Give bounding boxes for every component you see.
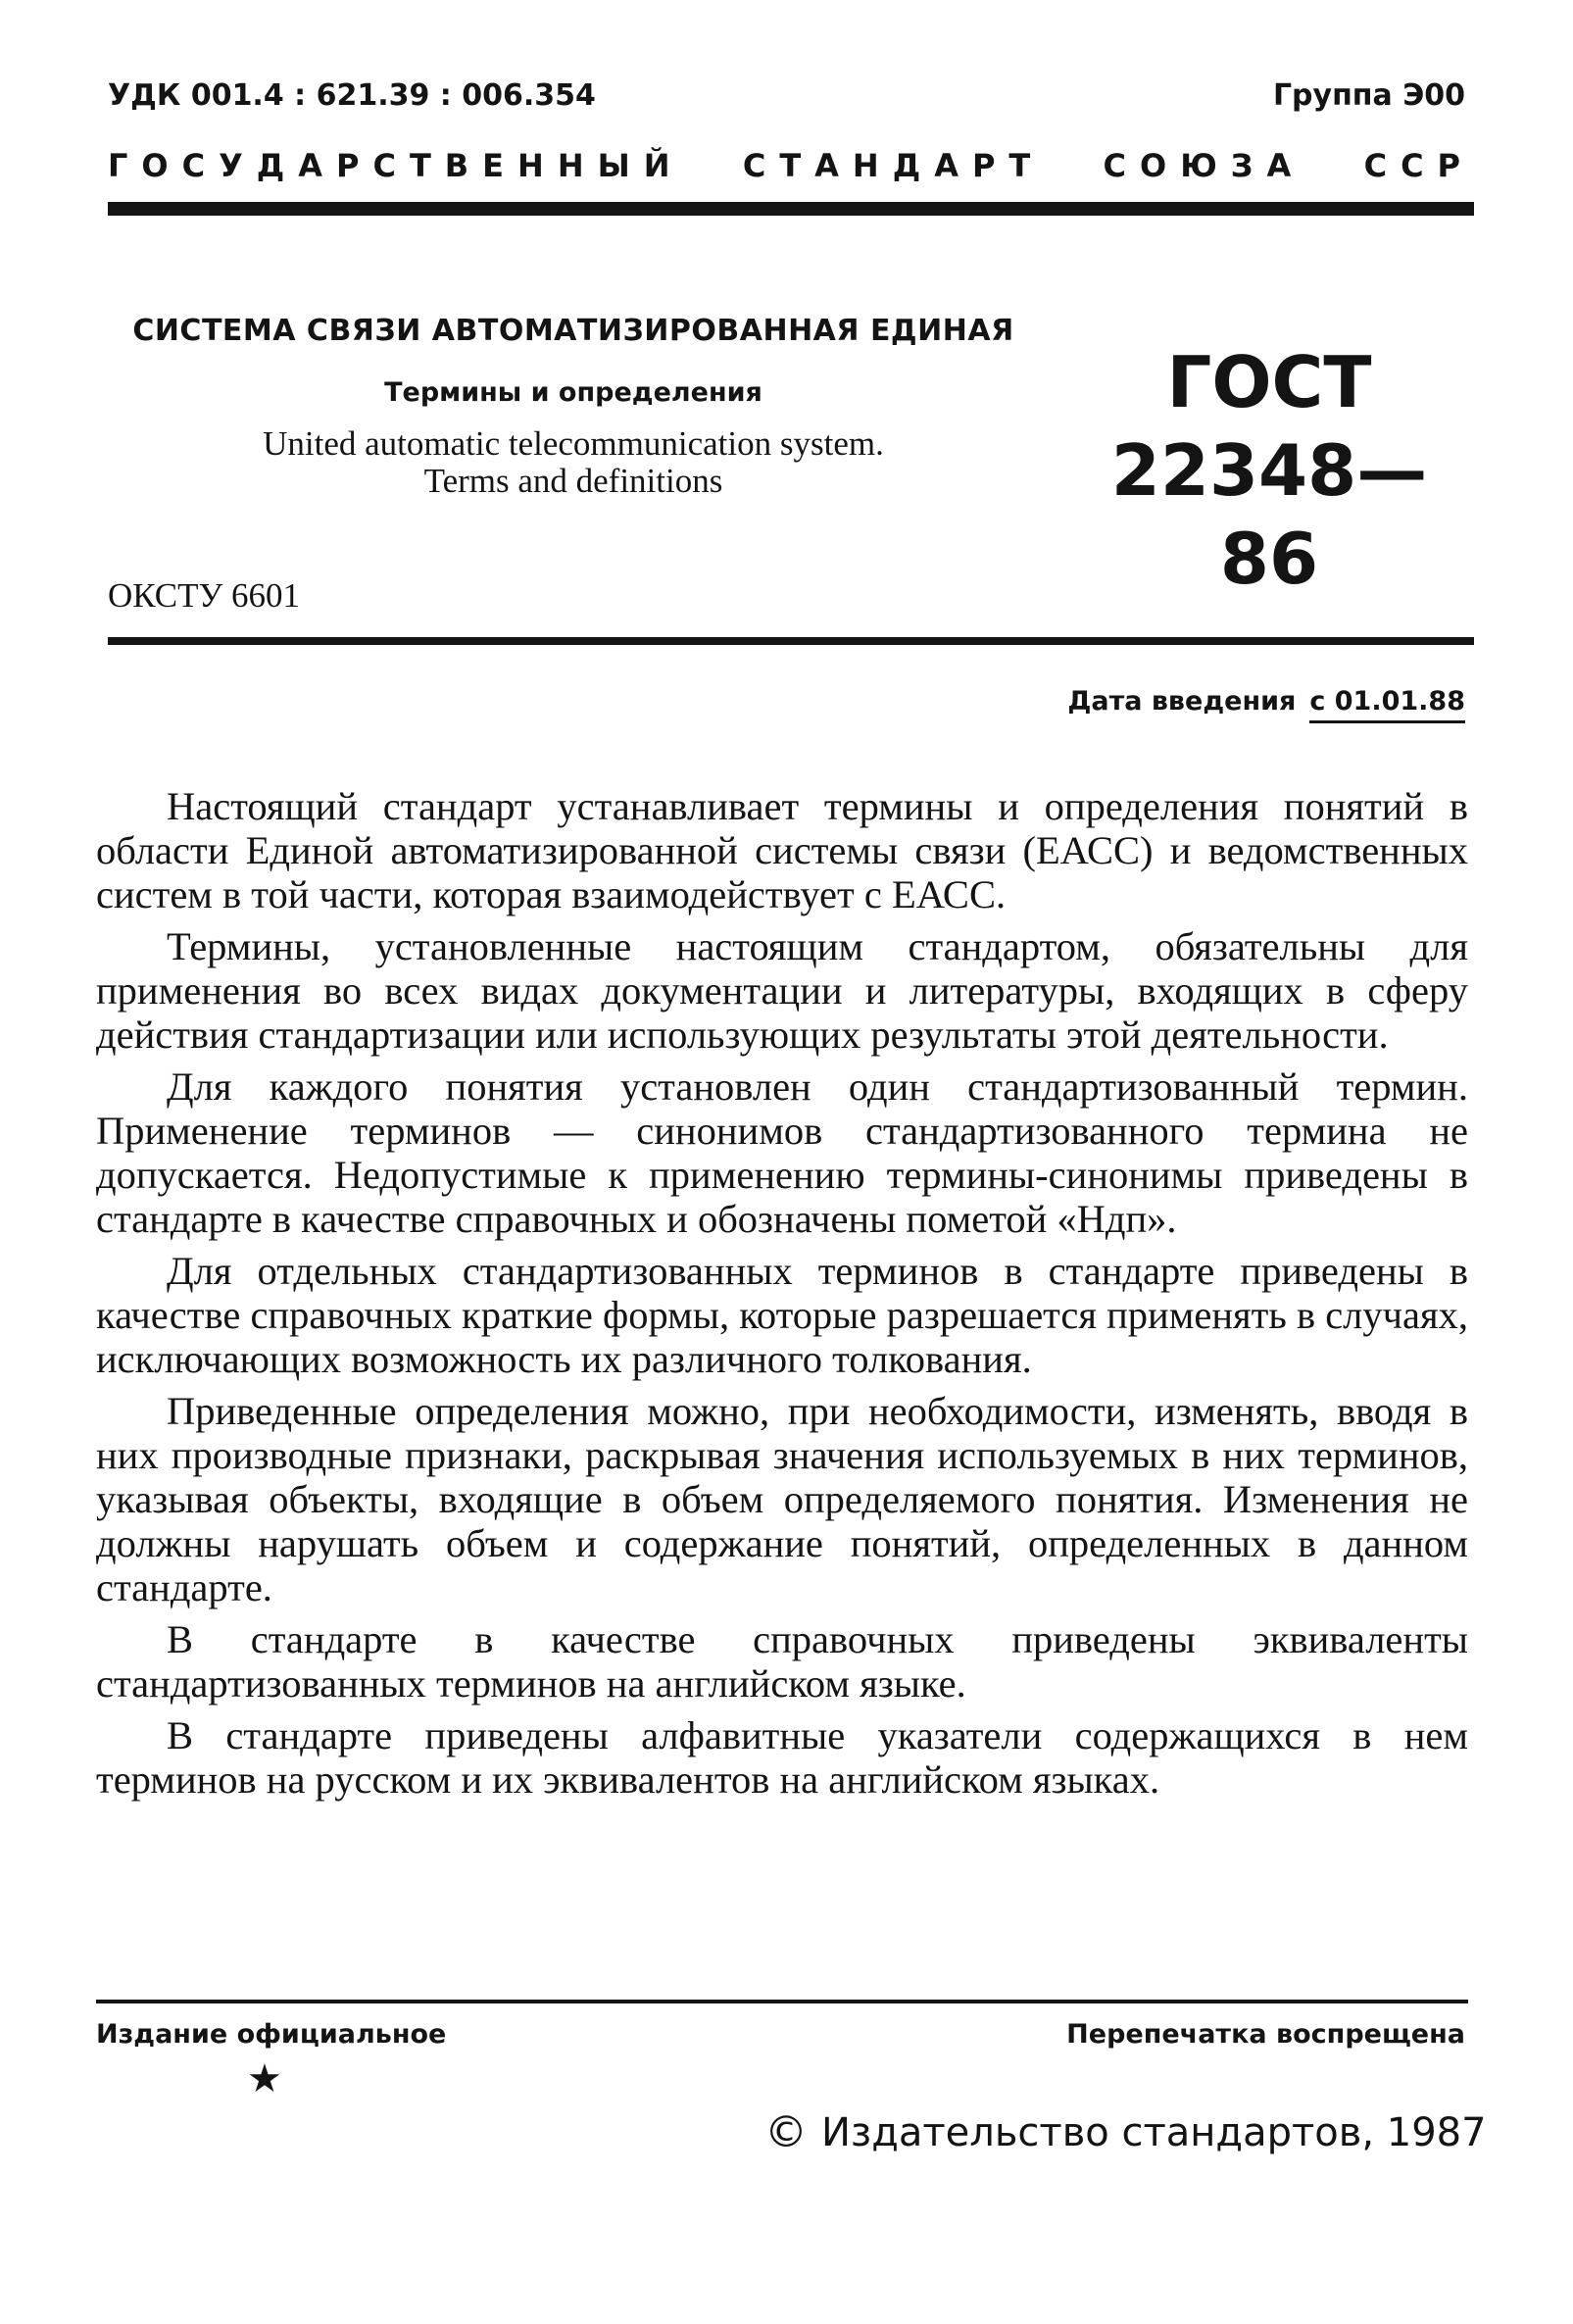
copyright-icon: © [764,2107,808,2157]
paragraph: Для каждого понятия установлен один стандартизованный термин. Применение терминов — синонимов стандартизованного термина не допускается. Недопустимые к применению термины-синонимы приведены в стандарте в качестве справочных и обозначены пометой «Ндп». [96,1064,1468,1241]
introduction-date-label: Дата введения [1067,686,1297,717]
state-standard-heading [108,147,1474,184]
edition-note: Издание официальное [96,2019,447,2050]
gost-label: ГОСТ [1166,341,1372,423]
paragraph: Для отдельных стандартизованных терминов в стандарте приведены в качестве справочных краткие формы, которые разрешается применять в случаях, исключающих возможность их различного толкования. [96,1249,1468,1381]
state-standard-word-1: ГОСУДАРСТВЕННЫЙ [108,147,684,184]
subtitle-en [108,425,1039,500]
introduction-date-value: с 01.01.88 [1309,686,1465,723]
publisher-text: Издательство стандартов, 1987 [821,2109,1487,2155]
subtitle-en-line-1: United automatic telecommunication system. [263,424,884,463]
system-title: СИСТЕМА СВЯЗИ АВТОМАТИЗИРОВАННАЯ ЕДИНАЯ [132,314,1014,348]
publisher-line [764,2107,1487,2157]
okstu-code: ОКСТУ 6601 [108,576,301,615]
header-rule [108,202,1474,216]
state-standard-word-2: СТАНДАРТ [742,147,1045,184]
paragraph: В стандарте приведены алфавитные указатели содержащихся в нем терминов на русском и их эквивалентов на английском языках. [96,1713,1468,1802]
paragraph: Настоящий стандарт устанавливает термины и определения понятий в области Единой автоматизированной системы связи (ЕАСС) и ведомственных систем в той части, которая взаимодействует с ЕАСС. [96,784,1468,916]
gost-designation [1073,338,1465,603]
paragraph: Термины, установленные настоящим стандартом, обязательны для применения во всех видах документации и литературы, входящих в сферу действия стандартизации или использующих результаты этой деятельности. [96,924,1468,1057]
paragraph: В стандарте в качестве справочных приведены эквиваленты стандартизованных терминов на английском языке. [96,1617,1468,1706]
subtitle-ru: Термины и определения [384,377,762,408]
group-code: Группа Э00 [1272,78,1465,113]
introduction-date [1067,686,1465,717]
reprint-note: Перепечатка воспрещена [1066,2019,1465,2050]
subtitle-en-line-2: Terms and definitions [423,462,723,500]
paragraph: Приведенные определения можно, при необходимости, изменять, вводя в них производные признаки, раскрывая значения используемых в них терминов, указывая объекты, входящие в объем определяемого понятия. Изменения не должны нарушать объем и содержание понятий, определенных в данном стандарте. [96,1389,1468,1609]
gost-number: 22348—86 [1110,429,1428,600]
body-text [96,784,1468,1809]
state-standard-word-4: ССР [1363,147,1474,184]
state-standard-word-3: СОЮЗА [1103,147,1305,184]
udk-code: УДК 001.4 : 621.39 : 006.354 [108,78,596,113]
star-icon: ★ [247,2056,282,2101]
title-block [108,314,1039,500]
okstu-rule [108,637,1474,645]
footer-rule [96,2000,1468,2003]
